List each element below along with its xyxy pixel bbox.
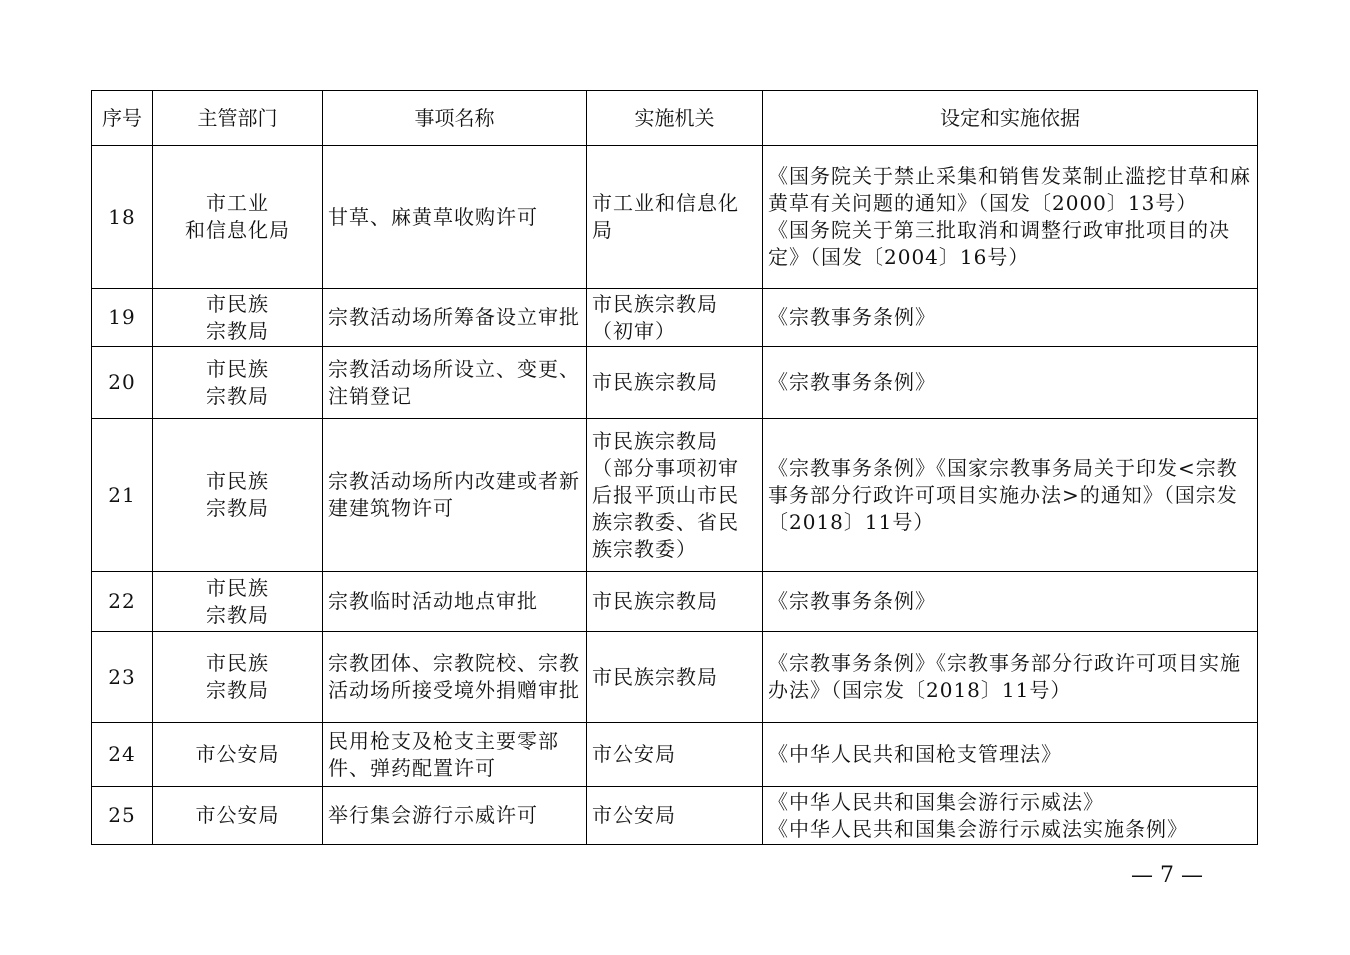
table-row — [92, 787, 1258, 845]
seq-cell: 25 — [92, 787, 153, 845]
table-row — [92, 289, 1258, 347]
basis-line: 《中华人民共和国集会游行示威法实施条例》 — [768, 816, 1188, 841]
basis-line: 《宗教事务条例》《宗教事务部分行政许可项目实施办法》（国宗发〔2018〕11号） — [768, 651, 1241, 702]
table-row — [92, 146, 1258, 289]
page-number: — 7 — — [1131, 863, 1203, 888]
agency-cell: 市公安局 — [587, 723, 763, 787]
agency-cell: 市民族宗教局 — [587, 347, 763, 419]
basis-line: 《中华人民共和国枪支管理法》 — [768, 742, 1062, 766]
header-seq: 序号 — [92, 91, 153, 146]
seq-cell: 21 — [92, 419, 153, 572]
department-cell — [153, 289, 323, 347]
department-cell — [153, 723, 323, 787]
department-line: 市民族 — [206, 291, 269, 316]
basis-cell — [763, 572, 1258, 632]
basis-cell — [763, 146, 1258, 289]
basis-cell — [763, 419, 1258, 572]
seq-cell: 22 — [92, 572, 153, 632]
header-department: 主管部门 — [153, 91, 323, 146]
item-cell: 宗教活动场所内改建或者新建建筑物许可 — [323, 419, 587, 572]
basis-line: 《国务院关于禁止采集和销售发菜制止滥挖甘草和麻黄草有关问题的通知》（国发〔2000〕13号） — [768, 164, 1251, 215]
table-row — [92, 723, 1258, 787]
basis-line: 《宗教事务条例》 — [768, 589, 936, 613]
basis-cell — [763, 632, 1258, 723]
department-cell — [153, 787, 323, 845]
agency-cell: 市公安局 — [587, 787, 763, 845]
department-cell — [153, 572, 323, 632]
item-cell: 宗教活动场所筹备设立审批 — [323, 289, 587, 347]
department-line: 市民族 — [206, 469, 269, 493]
department-cell — [153, 419, 323, 572]
basis-line: 《宗教事务条例》 — [768, 370, 936, 394]
header-item: 事项名称 — [323, 91, 587, 146]
item-cell: 宗教团体、宗教院校、宗教活动场所接受境外捐赠审批 — [323, 632, 587, 723]
table-row — [92, 419, 1258, 572]
basis-cell — [763, 723, 1258, 787]
department-line: 宗教局 — [206, 496, 269, 520]
basis-line: 《中华人民共和国集会游行示威法》 — [768, 789, 1104, 814]
basis-line: 《宗教事务条例》《国家宗教事务局关于印发<宗教事务部分行政许可项目实施办法>的通知》（国宗发〔2018〕11号） — [768, 455, 1238, 534]
seq-cell: 18 — [92, 146, 153, 289]
item-cell: 举行集会游行示威许可 — [323, 787, 587, 845]
basis-cell — [763, 787, 1258, 845]
agency-cell: 市民族宗教局 — [587, 632, 763, 723]
department-line: 市公安局 — [195, 803, 280, 827]
department-line: 宗教局 — [206, 383, 269, 408]
table-row — [92, 632, 1258, 723]
basis-cell — [763, 347, 1258, 419]
agency-cell: 市民族宗教局（初审） — [587, 289, 763, 347]
seq-cell: 23 — [92, 632, 153, 723]
item-cell: 宗教临时活动地点审批 — [323, 572, 587, 632]
department-line: 市民族 — [206, 575, 269, 600]
permits-table — [91, 90, 1258, 845]
table-row — [92, 347, 1258, 419]
agency-cell: 市工业和信息化局 — [587, 146, 763, 289]
department-line: 市工业 — [206, 191, 269, 215]
department-line: 和信息化局 — [185, 218, 290, 242]
department-line: 市民族 — [206, 356, 269, 381]
department-line: 市公安局 — [195, 742, 280, 766]
header-agency: 实施机关 — [587, 91, 763, 146]
basis-cell — [763, 289, 1258, 347]
basis-line: 《宗教事务条例》 — [768, 305, 936, 329]
header-row — [92, 91, 1258, 146]
department-cell — [153, 632, 323, 723]
seq-cell: 24 — [92, 723, 153, 787]
department-cell — [153, 146, 323, 289]
header-basis: 设定和实施依据 — [763, 91, 1258, 146]
seq-cell: 19 — [92, 289, 153, 347]
seq-cell: 20 — [92, 347, 153, 419]
agency-cell: 市民族宗教局 — [587, 572, 763, 632]
item-cell: 民用枪支及枪支主要零部件、弹药配置许可 — [323, 723, 587, 787]
department-cell — [153, 347, 323, 419]
item-cell: 甘草、麻黄草收购许可 — [323, 146, 587, 289]
department-line: 宗教局 — [206, 678, 269, 702]
department-line: 市民族 — [206, 651, 269, 675]
agency-cell: 市民族宗教局（部分事项初审后报平顶山市民族宗教委、省民族宗教委） — [587, 419, 763, 572]
item-cell: 宗教活动场所设立、变更、注销登记 — [323, 347, 587, 419]
department-line: 宗教局 — [206, 318, 269, 343]
department-line: 宗教局 — [206, 602, 269, 627]
basis-line: 《国务院关于第三批取消和调整行政审批项目的决定》（国发〔2004〕16号） — [768, 218, 1230, 269]
table-row — [92, 572, 1258, 632]
